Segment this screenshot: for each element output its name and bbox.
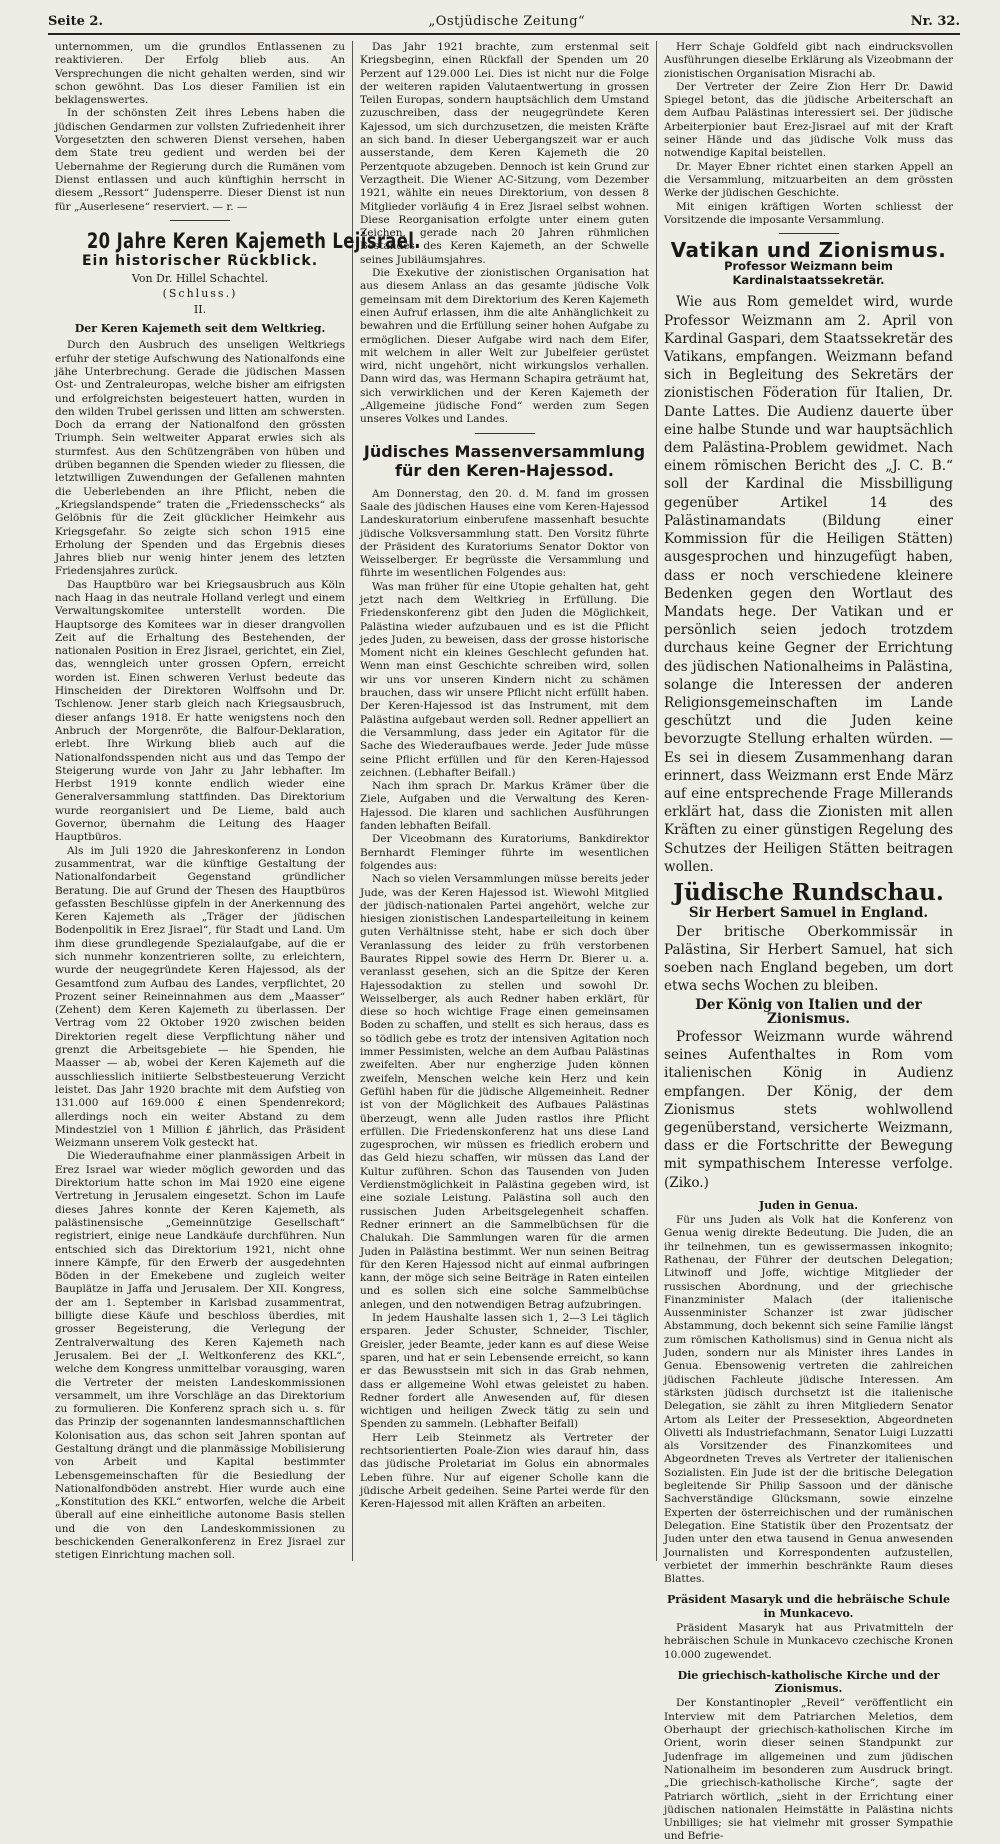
article-part-number: II. xyxy=(193,302,207,316)
masaryk-paragraph: Präsident Masaryk hat aus Privatmitteln der hebräischen Schule in Munkacevo czechische Kronen 10.000 zugewendet. xyxy=(664,1621,953,1661)
genua-paragraph: Für uns Juden als Volk hat die Konferenz von Genua wenig direkte Bedeutung. Die Juden, die an ihr teilnehmen, tun es gewissermassen inkognito; Rathenau, der Führer der deutschen Delegation; Litwinoff und Joffe, wichtige Mitglieder der russischen Abordnung, und der griechische Finanzminister Malach (der italienische Aussenminister Schanzer ist zwar jüdischer Abstammung, doch bekennt sich seine Familie längst zum römischen Katholismus) sind in Genua nicht als Juden, sondern nur als Minister ihres Landes in Genua. Ebensowenig vertreten die zahlreichen jüdischen Fachleute jüdische Interessen. Am stärksten jüdisch durchsetzt ist die italienische Delegation, sie zählt zu ihren Mitgliedern Senator Artom als Leiter der Pressesektion, Abgeordneten Olivetti als Industriefachmann, Senator Luigi Luzzatti als Vorsitzender des Finanzkomitees und Abgeordneten Treves als Vertreter der italienischen Sozialisten. Ein Jude ist der die britische Delegation begleitende Sir Philip Sassoon und der dänische Sachverständige Glücksmann, sowie einzelne Experten der österreichischen und der rumänischen Delegation. Eine Statistik über den Prozentsatz der Juden unter den etwa tausend in Genua anwesenden Journalisten und Korrespondenten aufzustellen, verbietet der immerhin beschränkte Raum dieses Blattes. xyxy=(664,1214,953,1586)
article-paragraph: Nach so vielen Versammlungen müsse bereits jeder Jude, was der Keren Hajessod ist. Wiewohl Mitglied der jüdisch-nationalen Partei angehört, welche zur hiesigen zionistischen Landesparteileitung in keinem guten Verhältnisse steht, habe er sich doch über Veranlassung des leider zu früh verstorbenen Baurates Rippel sowie des Herrn Dr. Bierer u. a. veranlasst gesehen, sich an die Spitze der Keren Hajessodaktion zu stellen und sowohl Dr. Weisselberger, als auch Redner haben erklärt, für diese so hoch wichtige Frage einen gemeinsamen Boden zu schaffen, und stellt es sich heraus, dass es so tödlich gebe es trotz der intensiven Agitation noch immer Pessimisten, welche an dem Aufbau Palästinas zweifelten. Aber nur engherzige Juden können zweifeln, Menschen welche kein Herz und kein Gefühl haben für die jüdische Allgemeinheit. Redner ist von der Möglichkeit des Aufbaues Palästinas überzeugt, wenn alle Juden rastlos ihre Pflicht erfüllen. Die Friedenskonferenz hat uns diese Land zugesprochen, wir müssen es friedlich erobern und das Geld hiezu schaffen, wir müssen das Land der Kultur zuführen. Schon das Tausenden von Juden Verdienstmöglichkeit in Palästina gegeben wird, ist eine soziale Leistung. Palästina soll auch den russischen Juden Arbeitsgelegenheit schaffen. Redner erinnert an die Sammelbüchsen für die Chalukah. Die Sammlungen waren für die armen Juden in Palästina bestimmt. Wer nun seinen Beitrag für den Keren Hajessod nicht auf einmal aufbringen kann, der möge sich seine Beiträge in Raten einteilen und es sollen sich eine solche Sammelbüchse anlegen, und den notwendigen Betrag aufzubringen. xyxy=(360,873,649,1311)
article-paragraph: Durch den Ausbruch des unseligen Weltkriegs erfuhr der stetige Aufschwung des Nationalfonds eine jähe Unterbrechung. Gerade die jüdischen Massen Ost- und Zentraleuropas, welche bisher am eifrigsten und erfolgreichsten beigesteuert hatten, wurden in den wilden Trubel gerissen und litten am schwersten. Doch da errang der Nationalfond den grössten Triumph. Sein weltweiter Apparat erwies sich als sturmfest. Aus den Schützengräben von hüben und drüben begannen die Spenden wieder zu fliessen, die letztwilligen Zuwendungen der Gefallenen mahnten die Ueberlebenden an ihre Pflicht, neben die „Kriegslandspende“ traten die „Friedensschecks“ als Gelöbnis für die Zeit glücklicher Heimkehr aus Kriegsgefahr. So zeigte sich schon 1915 eine Erholung der Spenden und das Ergebnis dieses Jahres blieb nur wenig hinter jenem des letzten Friedensjahres zurück. xyxy=(55,339,345,578)
article-part: (Schluss.) xyxy=(162,287,238,301)
article-paragraph: Am Donnerstag, den 20. d. M. fand im grossen Saale des jüdischen Hauses eine vom Keren-Hajessod Landeskuratorium einberufene massenhaft besuchte jüdische Volksversammlung statt. Den Vorsitz führte der Präsident des Kuratoriums Senator Doktor von Weisselberger. Er begrüsste die Versammlung und führte im wesentlichen Folgendes aus: xyxy=(360,487,649,580)
rundschau-title: Jüdische Rundschau. xyxy=(673,878,944,906)
newspaper-name: „Ostjüdische Zeitung“ xyxy=(428,14,586,29)
koenig-heading: Der König von Italien und der Zionismus. xyxy=(695,997,922,1027)
article-paragraph: Als im Juli 1920 die Jahreskonferenz in London zusammentrat, war die künftige Gestaltung der Nationalfondarbeit Gegenstand gründlicher Beratung. Die auf Grund der Thesen des Hauptbüros gefassten Beschlüsse gipfeln in der Anerkennung des Keren Kajemeth als „Träger der jüdischen Bodenpolitik in Erez Jisrael“, für Stadt und Land. Um ihm diese grundlegende Spezialaufgabe, auf die er sich nunmehr konzentrieren sollte, zu erleichtern, wurde der neugegründete Keren Hajessod, als der Gesamtfond zum Aufbau des Landes, verpflichtet, 20 Prozent seiner Reineinnahmen aus dem „Maasser“ (Zehent) dem Keren Kajemeth zu überlassen. Der Vertrag vom 22 Oktober 1920 zwischen beiden Direktorien regelt diese Verpflichtung näher und grenzt die Arbeitsgebiete — hie Spenden, hie Maasser — ab, wobei der Keren Kajemeth auf die ausschliesslich initiierte Selbstbesteuerung Verzicht leistet. Das Jahr 1920 brachte mit dem Aufstieg von 131.000 auf 169.000 £ einen Spendenrekord; allerdings noch ein weiter Abstand zu dem Mindestziel von 1 Million £ jährlich, das Präsident Weizmann unserem Volk gesteckt hat. xyxy=(55,844,345,1150)
article-paragraph: In jedem Haushalte lassen sich 1, 2—3 Lei täglich ersparen. Jeder Schuster, Schneider, Tischler, Greisler, jeder Beamte, jeder kann es auf diese Weise sparen, und hat er sein Lebensende erreicht, so kann er das Bewusstsein mit sich in das Grab nehmen, dass er allgemeine Wohl etwas geleistet zu haben. Redner fordert alle Anwesenden auf, für diesen wichtigen und heiligen Zweck tätig zu sein und Spenden zu sammeln. (Lebhafter Beifall) xyxy=(360,1312,649,1431)
article-paragraph: Was man früher für eine Utopie gehalten hat, geht jetzt nach dem Weltkrieg in Erfüllung. Die Friedenskonferenz gibt den Juden die Möglichkeit, Palästina wieder aufzubauen und es ist die Pflicht jedes Juden, zu beweisen, dass der grosse historische Moment nicht ein kleines Geschlecht gefunden hat. Wenn man einst Geschichte schreiben wird, sollen wir uns vor unseren Kindern nicht zu schämen brauchen, dass wir unsere Pflicht nicht erfüllt haben. Der Keren-Hajessod ist das Instrument, mit dem Palästina aufgebaut werden soll. Redner appelliert an die Versammlung, dass jeder ein Agitator für die Sache des Wiederaufbaues werde. Jeder Jude müsse seine Pflicht erfüllen und für den Keren-Hajessod zeichnen. (Lebhafter Beifall.) xyxy=(360,580,649,779)
column-middle xyxy=(352,41,656,1561)
section-heading: Der Keren Kajemeth seit dem Weltkrieg. xyxy=(74,322,326,336)
article-paragraph: Dr. Mayer Ebner richtet einen starken Appell an die Versammlung, mitzuarbeiten an dem grössten Werke der jüdischen Geschichte. xyxy=(664,160,953,200)
article-paragraph: Nach ihm sprach Dr. Markus Krämer über die Ziele, Aufgaben und die Verwaltung des Keren-Hajessod. Die klaren und sachlichen Ausführungen fanden lebhaften Beifall. xyxy=(360,780,649,833)
article-paragraph: Die Wiederaufnahme einer planmässigen Arbeit in Erez Israel war wieder möglich geworden und das Direktorium hatte schon im Mai 1920 eine eigene Vertretung in Jerusalem eingesetzt. Schon im Laufe dieses Jahres konnte der Keren Kajemeth, als palästinensische „Gemeinnützige Gesellschaft“ registriert, einige neue Landkäufe durchführen. Nun entschied sich das Direktorium 1921, nicht ohne innere Kämpfe, für den Erwerb der ausgedehnten Böden in der Emekebene und zugleich weiter Bauplätze in Jaffa und Jerusalem. Der XII. Kongress, der am 1. September in Karlsbad zusammentrat, billigte diese Käufe und beschloss überdies, mit grosser Begeisterung, die Verlegung der Zentralverwaltung des Keren Kajemeth nach Jerusalem. Bei der „I. Weltkonferenz des KKL“, welche dem Kongress unmittelbar vorausging, waren die Vertreter der meisten Landeskommissionen versammelt, um ihre Vorschläge an das Direktorium zu formulieren. Die Konferenz sprach sich u. s. für das Prinzip der sogenannten landesmannschaftlichen Kolonisation aus, das schon seit Jahren spontan auf Gestaltung drängt und die planmässige Mobilisierung von Arbeit und Kapital bestimmter Lebensgemeinschaften für die Besiedlung der Nationalfondböden anstrebt. Hier wurde auch eine „Konstitution des KKL“ entworfen, welche die Arbeit überall auf eine einheitliche autonome Basis stellen und die von den Landeskommissionen zu beschickenden Generalkonferenz in Erez Jisrael zur stetigen Einrichtung machen soll. xyxy=(55,1150,345,1562)
assembly-title: Jüdisches Massenversammlung für den Keren-Hajessod. xyxy=(363,441,646,480)
intro-paragraph: unternommen, um die grundlos Entlassenen zu reaktivieren. Der Erfolg blieb aus. An Versprechungen die nicht gehalten werden, sind wir schon gewöhnt. Das Los dieser Familien ist ein beklagenswertes. xyxy=(55,41,345,107)
article-title: 20 Jahre Keren Kajemeth Lejisrael. xyxy=(86,228,421,253)
article-paragraph: Der Vertreter der Zeire Zion Herr Dr. Dawid Spiegel betont, das die jüdische Arbeiterschaft an dem Aufbau Palästinas interessiert sei. Der jüdische Arbeiterpionier baut Erez-Jisrael auf mit der Kraft seiner Hände und das jüdische Volk muss das notwendige Kapital beistellen. xyxy=(664,80,953,160)
article-byline: Von Dr. Hillel Schachtel. xyxy=(131,272,269,286)
samuel-heading: Sir Herbert Samuel in England. xyxy=(688,905,929,922)
koenig-paragraph: Professor Weizmann wurde während seines Aufenthaltes in Rom vom italienischen König in Audienz empfangen. Der König, der dem Zionismus stets wohlwollend gegenüberstand, versicherte Weizmann, dass er die Fortschritte der Bewegung mit sympathischem Interesse verfolge. (Ziko.) xyxy=(664,1028,953,1191)
vatican-title: Vatikan und Zionismus. xyxy=(670,238,947,263)
article-subtitle: Ein historischer Rückblick. xyxy=(81,252,319,269)
vatican-subtitle: Professor Weizmann beim Kardinalstaatssekretär. xyxy=(724,259,893,288)
intro-paragraph-2: In der schönsten Zeit ihres Lebens haben die jüdischen Gendarmen zur vollsten Zufriedenheit ihrer Vorgesetzten den schweren Dienst versehen, haben dem State treu gedient und werden bei der Uebernahme der Regierung durch die Rumänen vom Dienst entlassen und auch künftighin herrscht in diesem „Ressort“ Judensperre. Dieser Dienst ist nun für „Auserlesene“ reserviert. — r. — xyxy=(55,107,345,213)
article-columns xyxy=(48,41,960,1843)
samuel-paragraph: Der britische Oberkommissär in Palästina, Sir Herbert Samuel, hat sich soeben nach England begeben, um dort etwa sechs Wochen zu bleiben. xyxy=(664,923,953,995)
divider xyxy=(475,433,535,434)
article-paragraph: Herr Leib Steinmetz als Vertreter der rechtsorientierten Poale-Zion wies darauf hin, dass das jüdische Proletariat im Golus ein abnormales Leben führe. Nur auf eigener Scholle kann die jüdische Arbeit gedeihen. Seine Partei werde für den Keren-Hajessod mit allen Kräften an arbeiten. xyxy=(360,1431,649,1511)
page-header xyxy=(48,14,960,35)
kirche-paragraph: Der Konstantinopler „Reveil“ veröffentlicht ein Interview mit dem Patriarchen Meletios, dem Oberhaupt der griechisch-katholischen Kirche im Orient, worin dieser seinen Standpunkt zur Judenfrage im allgemeinen und zum jüdischen Nationalheim im besonderen zum Ausdruck bringt. „Die griechisch-katholische Kirche“, sagte der Patriarch wörtlich, „sieht in der Errichtung einer jüdischen nationalen Heimstätte in Palästina nichts Unbilliges; sie hat vielmehr mit grosser Sympathie und Befrie- xyxy=(664,1697,953,1843)
article-paragraph: Herr Schaje Goldfeld gibt nach eindrucksvollen Ausführungen dieselbe Erklärung als Vizeobmann der zionistischen Organisation Misrachi ab. xyxy=(664,41,953,80)
kirche-heading: Die griechisch-katholische Kirche und der Zionismus. xyxy=(677,1668,940,1696)
article-paragraph: Die Exekutive der zionistischen Organisation hat aus diesem Anlass an das gesamte jüdische Volk gemeinsam mit dem Direktorium des Keren Kajemeth einen Aufruf erlassen, ihm die alte Anhänglichkeit zu bewahren und die Erfüllung seiner hohen Aufgabe zu ermöglichen. Dieser Aufgabe wird nach dem Eifer, mit welchem in aller Welt zur Jubelfeier gerüstet wird, nicht ungehört, nicht wirkungslos verhallen. Dann wird das, was Hermann Schapira geträumt hat, sich verwirklichen und der Keren Kajemeth der „Allgemeine jüdische Fond“ werden zum Segen unseres Volkes und Landes. xyxy=(360,267,649,426)
issue-number: Nr. 32. xyxy=(910,14,960,29)
article-paragraph: Das Hauptbüro war bei Kriegsausbruch aus Köln nach Haag in das neutrale Holland verlegt und einem Verwaltungskomitee unterstellt worden. Die Hauptsorge des Komitees war in dieser drangvollen Zeit auf die Erhaltung des Bestehenden, der nationalen Position in Erez Jisrael, gerichtet, ein Ziel, das, wenngleich unter grossen Opfern, erreicht worden ist. Einen schweren Verlust bedeute das Hinscheiden der Direktoren Wolffsohn und Dr. Tschlenow. Jener starb gleich nach Kriegsausbruch, dieser anfangs 1918. Er hatte wenigstens noch den Anbruch der Morgenröte, die Balfour-Deklaration, erlebt. Ihre Wirkung blieb auch auf die Nationalfondsspenden nicht aus und das Tempo der Steigerung wurde von Jahr zu Jahr lebhafter. Im Herbst 1919 konnte endlich wieder eine Generalversammlung stattfinden. Das Direktorium wurde reorganisiert und De Lieme, bald auch Governor, übernahm die Leitung des Haager Hauptbüros. xyxy=(55,578,345,844)
column-right xyxy=(656,41,960,1843)
divider xyxy=(170,220,230,221)
masaryk-heading: Präsident Masaryk und die hebräische Schule in Munkacevo. xyxy=(667,1593,950,1620)
vatican-paragraph: Wie aus Rom gemeldet wird, wurde Professor Weizmann am 2. April von Kardinal Gaspari, dem Staatssekretär des Vatikans, empfangen. Weizmann befand sich in Begleitung des Sekretärs der zionistischen Föderation für Italien, Dr. Dante Lattes. Die Audienz dauerte über eine halbe Stunde und war hauptsächlich dem Palästina-Problem gewidmet. Nach einem römischen Bericht des „J. C. B.“ soll der Kardinal die Missbilligung gegenüber Artikel 14 des Palästinamandats (Bildung einer Kommission für die Heiligen Stätten) ausgesprochen und hinzugefügt haben, dass er noch verschiedene kleinere Bedenken gegen den Wortlaut des Mandats hege. Der Vatikan und er persönlich seien jedoch trotzdem durchaus keine Gegner der Errichtung des jüdischen Nationalheims in Palästina, solange die Interessen der anderen Religionsgemeinschaften im Lande geschützt und die Juden keine bevorzugte Stellung erhalten würden. — Es sei in diesem Zusammenhang daran erinnert, dass Weizmann erst Ende März auf eine entsprechende Frage Millerands erklärt hat, dass die Zionisten mit allen Kräften zu einer günstigen Regelung des Schutzes der Heiligen Stätten beitragen wollen. xyxy=(664,294,953,875)
divider xyxy=(779,233,839,234)
article-paragraph: Das Jahr 1921 brachte, zum erstenmal seit Kriegsbeginn, einen Rückfall der Spenden um 20 Perzent auf 129.000 Lei. Dies ist nicht nur die Folge der weiteren rapiden Valutaentwertung in grossen Teilen Europas, sondern hauptsächlich dem Umstand zuzuschreiben, dass der neugegründete Keren Kajessod, um sich durchzusetzen, die meisten Kräfte an sich band. In dieser Uebergangszeit war er auch ausserstande, dem Keren Kajemeth die 20 Perzentquote abzugeben. Dennoch ist kein Grund zur Verzagtheit. Die Wiener AC-Sitzung, vom Dezember 1921, wählte ein neues Direktorium, von dessen 8 Mitglieder vorläufig 4 in Erez Jisrael selbst wohnen. Diese Reorganisation erfolgte unter einem guten Zeichen, gerade nach 20 Jahren rühmlichen Bestandes des Keren Kajemeth, an der Schwelle seines Jubiläumsjahres. xyxy=(360,41,649,266)
column-left xyxy=(48,41,421,1562)
article-paragraph: Der Viceobmann des Kuratoriums, Bankdirektor Bernhardt Fleminger führte im wesentlichen folgendes aus: xyxy=(360,833,649,872)
page-number: Seite 2. xyxy=(48,14,103,29)
genua-heading: Juden in Genua. xyxy=(758,1198,859,1212)
article-paragraph: Mit einigen kräftigen Worten schliesst der Vorsitzende die imposante Versammlung. xyxy=(664,200,953,226)
